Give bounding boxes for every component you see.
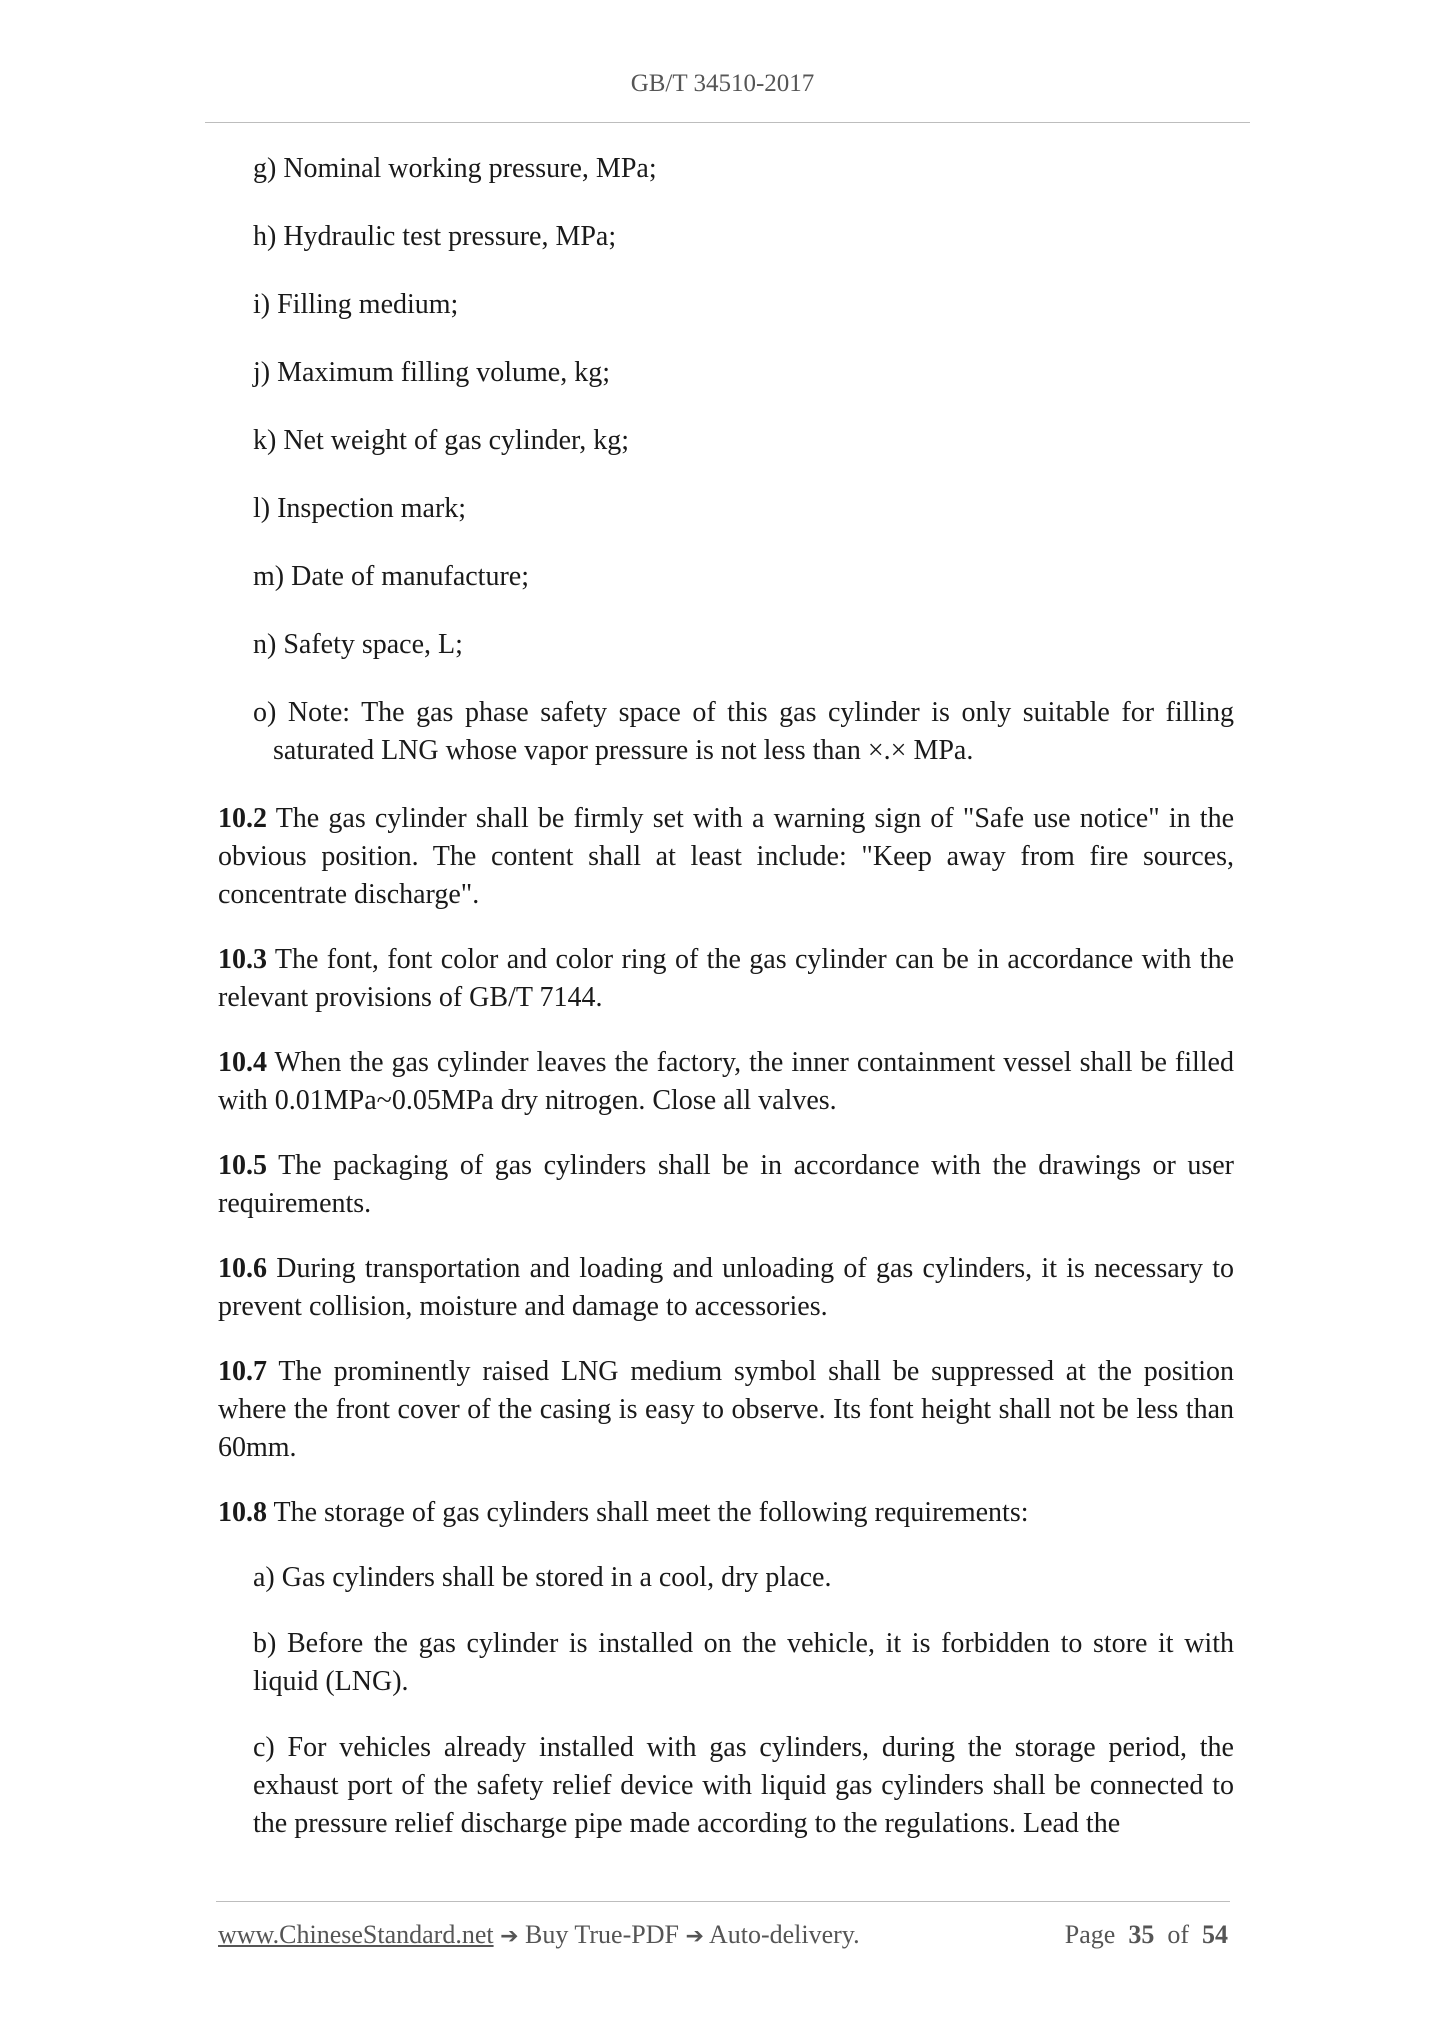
footer-promo <box>218 1920 860 1949</box>
clause-text: During transportation and loading and unloading of gas cylinders, it is necessary to prevent collision, moisture and damage to accessories. <box>218 1253 1235 1322</box>
marking-item-i: i) Filling medium; <box>253 289 459 320</box>
clause-number: 10.3 <box>218 944 267 975</box>
marking-item-j: j) Maximum filling volume, kg; <box>253 357 610 388</box>
header-divider <box>205 122 1250 123</box>
clause-10-4 <box>218 1044 1234 1120</box>
clause-text: The packaging of gas cylinders shall be in accordance with the drawings or user requirements. <box>218 1150 1235 1219</box>
clause-10-7 <box>218 1353 1234 1467</box>
page-label: Page <box>1064 1920 1116 1949</box>
clause-text: When the gas cylinder leaves the factory, the inner containment vessel shall be filled with 0.01MPa~0.05MPa dry nitrogen. Close all valves. <box>218 1047 1234 1116</box>
site-link[interactable]: www.ChineseStandard.net <box>218 1920 494 1949</box>
auto-delivery-text: Auto-delivery. <box>708 1920 860 1949</box>
storage-item-b: b) Before the gas cylinder is installed on the vehicle, it is forbidden to store it with liquid (LNG). <box>253 1628 1234 1697</box>
document-body <box>218 150 1234 1871</box>
clause-10-5 <box>218 1147 1234 1223</box>
marking-item-m: m) Date of manufacture; <box>253 561 529 592</box>
buy-true-pdf-text: Buy True-PDF <box>525 1920 679 1949</box>
marking-item-l: l) Inspection mark; <box>253 493 467 524</box>
clause-10-6 <box>218 1250 1234 1326</box>
page-header-title: GB/T 34510-2017 <box>630 70 815 97</box>
marking-item-h: h) Hydraulic test pressure, MPa; <box>253 221 617 252</box>
page-footer <box>218 1920 1228 1950</box>
total-pages: 54 <box>1202 1920 1228 1949</box>
current-page-number: 35 <box>1128 1920 1155 1949</box>
marking-item-g: g) Nominal working pressure, MPa; <box>253 153 657 184</box>
clause-10-8 <box>218 1494 1234 1532</box>
page-indicator <box>1065 1920 1228 1950</box>
clause-10-2 <box>218 800 1234 914</box>
marking-item-k: k) Net weight of gas cylinder, kg; <box>253 425 630 456</box>
clause-number: 10.8 <box>218 1497 267 1528</box>
clause-text: The gas cylinder shall be firmly set with a warning sign of "Safe use notice" in the obvious position. The content shall at least include: "Keep away from fire sources, concentrate discharge". <box>218 803 1234 910</box>
marking-item-o: o) Note: The gas phase safety space of this gas cylinder is only suitable for filling saturated LNG whose vapor pressure is not less than ×.× MPa. <box>253 697 1234 766</box>
arrow-right-icon: ➔ <box>500 1924 519 1949</box>
clause-number: 10.5 <box>218 1150 267 1181</box>
clause-number: 10.4 <box>218 1047 267 1078</box>
arrow-right-icon: ➔ <box>685 1924 704 1949</box>
storage-item-c: c) For vehicles already installed with gas cylinders, during the storage period, the exhaust port of the safety relief device with liquid gas cylinders shall be connected to the pressure relief discharge pipe made according to the regulations. Lead the <box>253 1732 1234 1839</box>
clause-text: The storage of gas cylinders shall meet the following requirements: <box>273 1497 1029 1528</box>
clause-text: The prominently raised LNG medium symbol shall be suppressed at the position where the front cover of the casing is easy to observe. Its font height shall not be less than 60mm. <box>218 1356 1234 1463</box>
footer-divider <box>216 1901 1230 1902</box>
of-label: of <box>1167 1920 1189 1949</box>
clause-text: The font, font color and color ring of the gas cylinder can be in accordance with the relevant provisions of GB/T 7144. <box>218 944 1234 1013</box>
clause-number: 10.6 <box>218 1253 267 1284</box>
clause-number: 10.7 <box>218 1356 267 1387</box>
storage-item-a: a) Gas cylinders shall be stored in a cool, dry place. <box>253 1562 832 1593</box>
marking-item-n: n) Safety space, L; <box>253 629 463 660</box>
clause-10-3 <box>218 941 1234 1017</box>
clause-number: 10.2 <box>218 803 267 834</box>
